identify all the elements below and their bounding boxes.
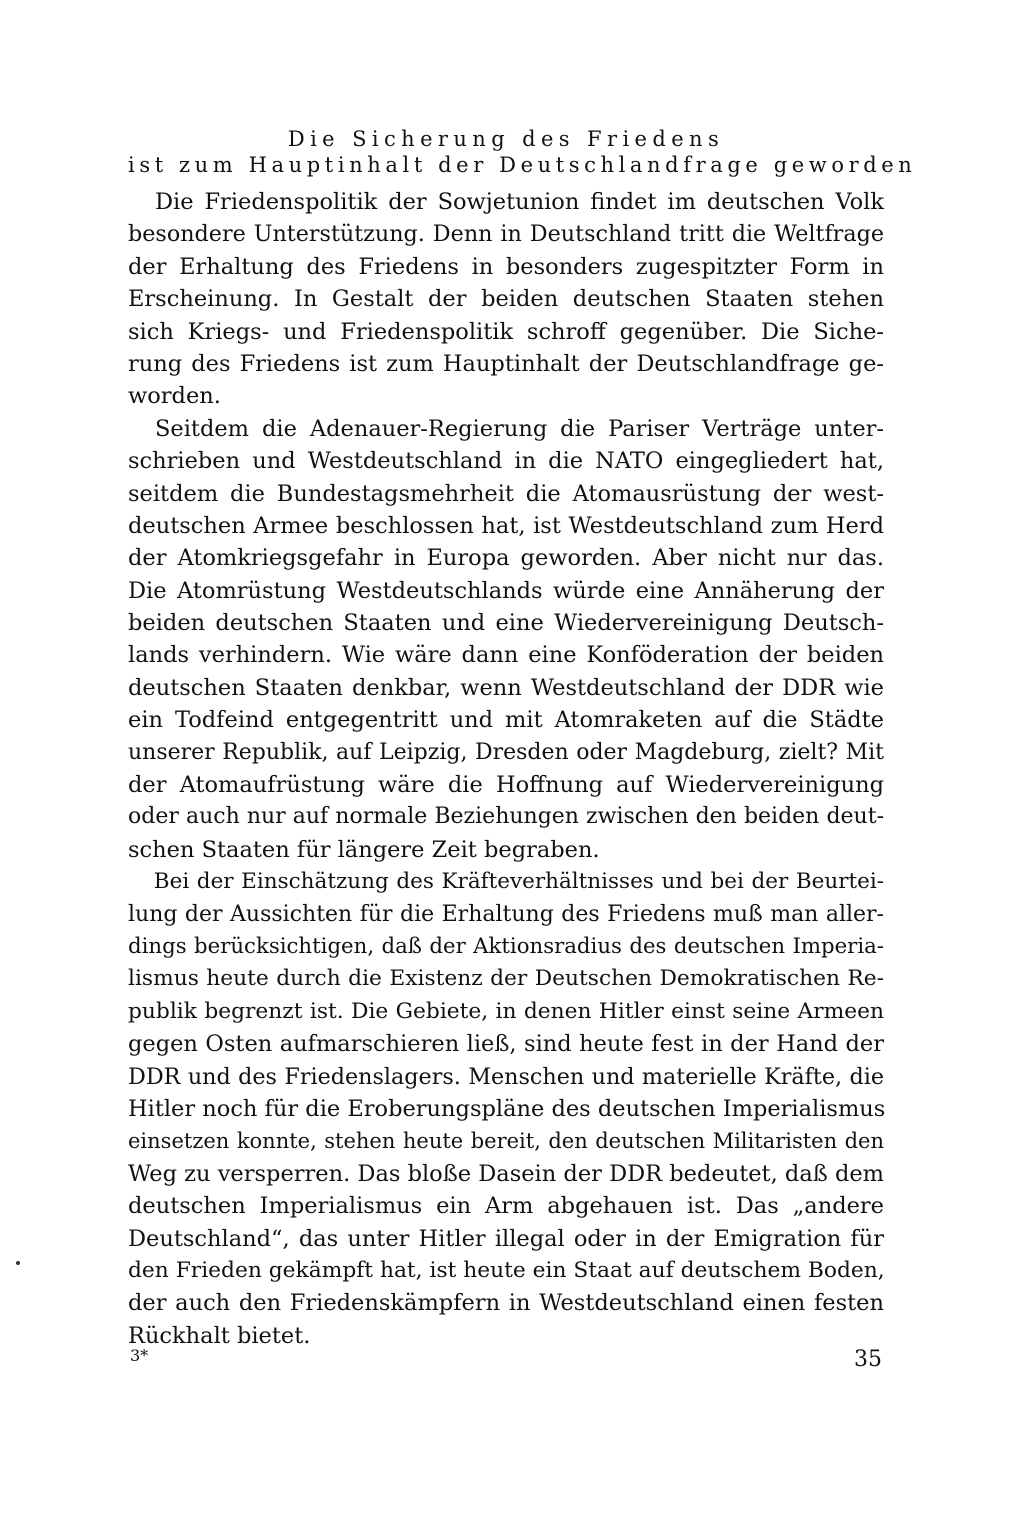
text-line: beiden deutschen Staaten und eine Wiedervereinigung Deutsch- <box>128 610 884 637</box>
text-line: besondere Unterstützung. Denn in Deutschland tritt die Weltfrage <box>128 221 884 248</box>
text-line: der Atomaufrüstung wäre die Hoffnung auf Wiedervereinigung <box>128 772 884 799</box>
text-line: lands verhindern. Wie wäre dann eine Konföderation der beiden <box>128 642 884 669</box>
section-heading-line-2: ist zum Hauptinhalt der Deutschlandfrage geworden <box>128 153 917 177</box>
text-line: Bei der Einschätzung des Kräfteverhältnisses und bei der Beurtei- <box>153 869 884 895</box>
text-line: ein Todfeind entgegentritt und mit Atomraketen auf die Städte <box>128 707 884 734</box>
text-line: worden. <box>128 383 221 410</box>
text-line: Erscheinung. In Gestalt der beiden deutschen Staaten stehen <box>128 286 884 313</box>
text-line: deutschen Armee beschlossen hat, ist Westdeutschland zum Herd <box>128 512 884 539</box>
text-line: publik begrenzt ist. Die Gebiete, in denen Hitler einst seine Armeen <box>128 998 884 1024</box>
text-line: deutschen Staaten denkbar, wenn Westdeutschland der DDR wie <box>128 674 884 701</box>
paragraph-2 <box>128 413 884 866</box>
text-line: rung des Friedens ist zum Hauptinhalt der Deutschlandfrage ge- <box>128 350 884 377</box>
section-heading-line-1: Die Sicherung des Friedens <box>287 127 725 151</box>
text-line: den Frieden gekämpft hat, ist heute ein Staat auf deutschem Boden, <box>128 1257 885 1283</box>
text-line: der Atomkriegsgefahr in Europa geworden. Aber nicht nur das. <box>128 545 884 572</box>
body-text <box>128 186 884 1352</box>
text-line: der auch den Friedenskämpfern in Westdeutschland einen festen <box>128 1290 884 1317</box>
signature-mark: 3* <box>130 1346 149 1365</box>
text-line: Weg zu versperren. Das bloße Dasein der DDR bedeutet, daß dem <box>128 1160 884 1187</box>
text-line: Die Atomrüstung Westdeutschlands würde eine Annäherung der <box>128 577 884 604</box>
text-line: dings berücksichtigen, daß der Aktionsradius des deutschen Imperia- <box>128 933 884 959</box>
text-line: schen Staaten für längere Zeit begraben. <box>128 836 600 863</box>
text-line: einsetzen konnte, stehen heute bereit, den deutschen Militaristen den <box>128 1129 884 1154</box>
paragraph-1 <box>128 186 884 413</box>
text-line: lismus heute durch die Existenz der Deutschen Demokratischen Re- <box>128 966 884 992</box>
text-line: Seitdem die Adenauer-Regierung die Pariser Verträge unter- <box>155 415 884 442</box>
text-line: deutschen Imperialismus ein Arm abgehauen ist. Das „andere <box>128 1193 884 1220</box>
text-line: oder auch nur auf normale Beziehungen zwischen den beiden deut- <box>128 804 884 830</box>
page-number: 35 <box>854 1347 882 1372</box>
text-line: Hitler noch für die Eroberungspläne des deutschen Imperialismus <box>128 1095 886 1122</box>
text-line: DDR und des Friedenslagers. Menschen und materielle Kräfte, die <box>128 1063 884 1090</box>
paragraph-3 <box>128 866 884 1352</box>
text-line: sich Kriegs- und Friedenspolitik schroff gegenüber. Die Siche- <box>128 318 884 345</box>
text-line: schrieben und Westdeutschland in die NATO eingegliedert hat, <box>128 448 884 475</box>
text-line: Die Friedenspolitik der Sowjetunion findet im deutschen Volk <box>155 189 884 215</box>
text-line: Rückhalt bietet. <box>128 1322 311 1349</box>
text-line: der Erhaltung des Friedens in besonders zugespitzter Form in <box>128 253 884 280</box>
text-line: seitdem die Bundestagsmehrheit die Atomausrüstung der west- <box>128 480 884 507</box>
text-line: Deutschland“, das unter Hitler illegal oder in der Emigration für <box>128 1225 884 1252</box>
text-line: unserer Republik, auf Leipzig, Dresden oder Magdeburg, zielt? Mit <box>128 739 884 765</box>
margin-dot <box>16 1261 20 1265</box>
text-line: gegen Osten aufmarschieren ließ, sind heute fest in der Hand der <box>128 1031 884 1058</box>
text-line: lung der Aussichten für die Erhaltung des Friedens muß man aller- <box>128 901 884 927</box>
